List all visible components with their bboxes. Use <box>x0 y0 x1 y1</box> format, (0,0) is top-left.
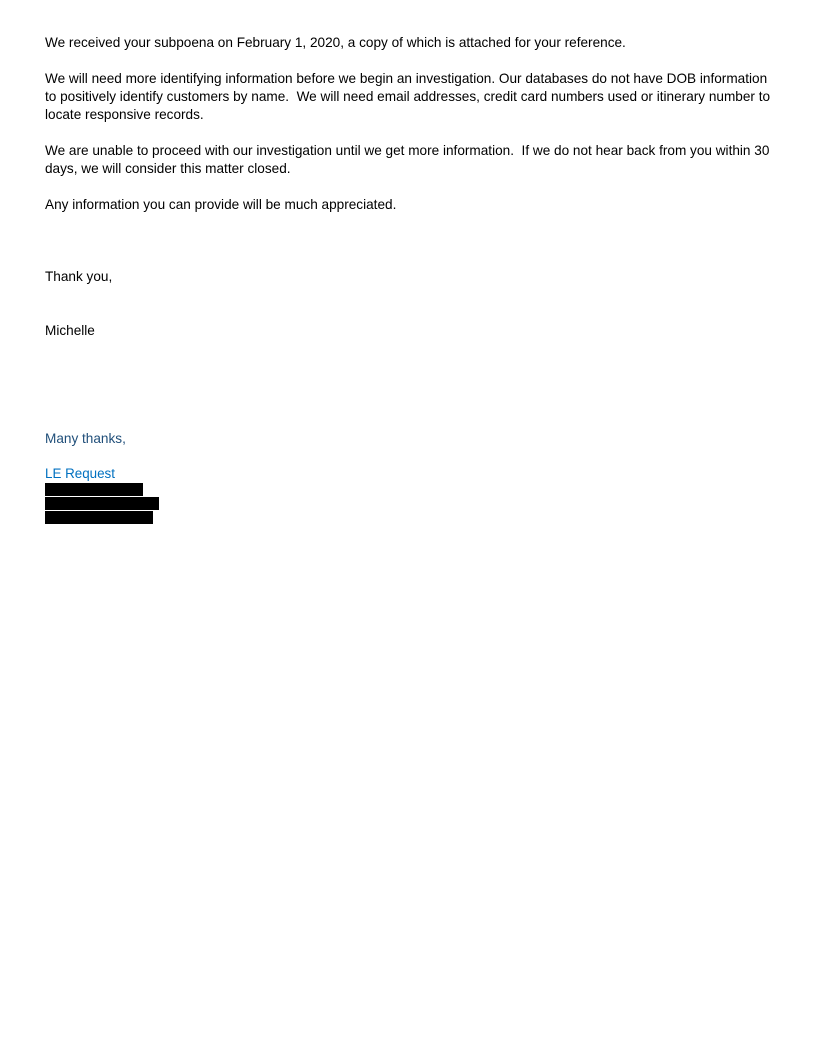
paragraph-appreciation: Any information you can provide will be much appreciated. <box>45 197 397 212</box>
spacer <box>45 394 775 430</box>
paragraph-subpoena-received: We received your subpoena on February 1, 2020, a copy of which is attached for your reference. <box>45 35 626 50</box>
closing-block <box>45 232 775 376</box>
signature-title: LE Request <box>45 466 115 481</box>
paragraph-unable-to-proceed: We are unable to proceed with our investigation until we get more information. If we do not hear back from you within 30 days, we will consider this matter closed. <box>45 143 774 176</box>
redaction-bar <box>45 483 143 496</box>
email-body <box>45 34 775 524</box>
redaction-bar <box>45 511 153 524</box>
sender-name: Michelle <box>45 323 95 338</box>
paragraph-identifying-info: We will need more identifying information before we begin an investigation. Our databases do not have DOB information to positively identify customers by name. We will need email addresses, credit card numbers used or itinerary number to locate responsive records. <box>45 71 774 122</box>
redaction-bar <box>45 497 159 510</box>
signature-block <box>45 466 775 524</box>
signature-thanks: Many thanks, <box>45 431 126 446</box>
closing-text: Thank you, <box>45 269 113 284</box>
